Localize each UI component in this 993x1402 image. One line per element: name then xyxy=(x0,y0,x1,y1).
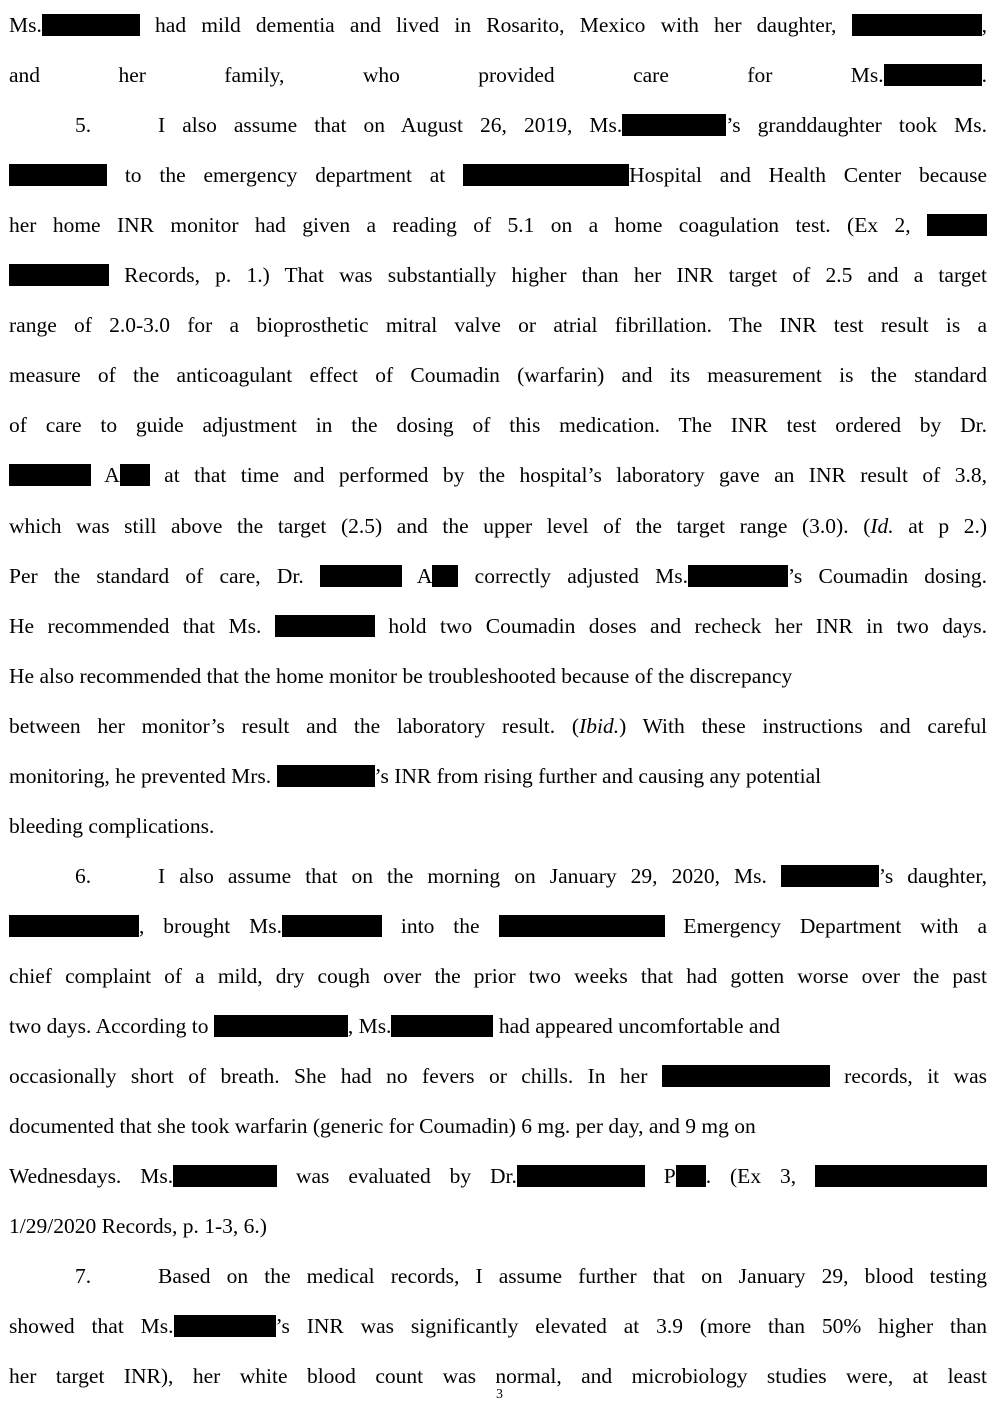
text-line xyxy=(9,763,987,789)
text-line xyxy=(9,12,987,38)
text-run: ’s Coumadin dosing. xyxy=(787,564,987,588)
text-run: measure of the anticoagulant effect of Coumadin (warfarin) and its measurement is the standard xyxy=(9,363,987,387)
text-line xyxy=(9,963,987,989)
text-run: her home INR monitor had given a reading of 5.1 on a home coagulation test. (Ex 2, xyxy=(9,213,927,237)
text-run: documented that she took warfarin (generic for Coumadin) 6 mg. per day, and 9 mg on xyxy=(9,1114,756,1138)
text-run: , brought Ms. xyxy=(139,914,282,938)
page-number: 3 xyxy=(496,1387,503,1402)
text-run: A xyxy=(401,564,433,588)
text-run: , xyxy=(981,13,987,37)
text-line xyxy=(9,1313,987,1339)
text-run: which was still above the target (2.5) and the upper level of the target range (3.0). ( xyxy=(9,514,871,538)
text-line xyxy=(75,1263,987,1289)
text-run: records, it was xyxy=(829,1064,987,1088)
redaction-box xyxy=(9,464,91,486)
text-run: Based on the medical records, I assume further that on January 29, blood testing xyxy=(158,1264,987,1288)
paragraph-number: 7. xyxy=(75,1264,92,1288)
text-run: chief complaint of a mild, dry cough over the prior two weeks that had gotten worse over the past xyxy=(9,964,987,988)
redaction-box xyxy=(676,1165,706,1187)
redaction-box xyxy=(622,114,726,136)
text-run: 1/29/2020 Records, p. 1-3, 6.) xyxy=(9,1214,267,1238)
redaction-box xyxy=(275,615,375,637)
redaction-box xyxy=(884,64,982,86)
text-run: had appeared uncomfortable and xyxy=(493,1014,780,1038)
text-line xyxy=(9,1013,987,1039)
text-run: Wednesdays. Ms. xyxy=(9,1164,174,1188)
text-run: He recommended that Ms. xyxy=(9,614,275,638)
text-line xyxy=(9,62,987,88)
text-line xyxy=(9,212,987,238)
redaction-box xyxy=(781,865,879,887)
redaction-box xyxy=(463,164,629,186)
redaction-box xyxy=(391,1015,493,1037)
text-run: between her monitor’s result and the laboratory result. ( xyxy=(9,714,580,738)
text-line xyxy=(9,713,987,739)
text-line xyxy=(9,462,987,488)
text-run: hold two Coumadin doses and recheck her INR in two days. xyxy=(374,614,987,638)
text-run: P xyxy=(644,1164,676,1188)
text-line xyxy=(9,412,987,438)
text-run: her target INR), her white blood count was normal, and microbiology studies were, at least xyxy=(9,1364,987,1388)
text-run: Records, p. 1.) That was substantially higher than her INR target of 2.5 and a target xyxy=(109,263,987,287)
text-line xyxy=(9,312,987,338)
text-run: . (Ex 3, xyxy=(705,1164,816,1188)
redaction-box xyxy=(120,464,150,486)
text-run: showed that Ms. xyxy=(9,1314,174,1338)
paragraph-number: 6. xyxy=(75,864,92,888)
redaction-box xyxy=(9,915,139,937)
text-line xyxy=(9,1063,987,1089)
text-run: had mild dementia and lived in Rosarito, Mexico with her daughter, xyxy=(139,13,852,37)
text-run: Hospital and Health Center because xyxy=(629,163,987,187)
text-run: ’s INR from rising further and causing any potential xyxy=(374,764,822,788)
text-run: to the emergency department at xyxy=(107,163,464,187)
redaction-box xyxy=(499,915,665,937)
text-line xyxy=(9,262,987,288)
text-run: bleeding complications. xyxy=(9,814,215,838)
redaction-box xyxy=(662,1065,830,1087)
text-run: A xyxy=(91,463,120,487)
text-run: range of 2.0-3.0 for a bioprosthetic mitral valve or atrial fibrillation. The INR test result is a xyxy=(9,313,987,337)
redaction-box xyxy=(9,264,109,286)
text-run: into the xyxy=(381,914,499,938)
text-line xyxy=(9,913,987,939)
redaction-box xyxy=(214,1015,348,1037)
redaction-box xyxy=(9,164,107,186)
redaction-box xyxy=(815,1165,987,1187)
text-line xyxy=(75,112,988,138)
text-run: Per the standard of care, Dr. xyxy=(9,564,320,588)
citation-italic: Id. xyxy=(870,514,894,538)
redaction-box xyxy=(277,765,375,787)
text-run: ’s granddaughter took Ms. xyxy=(726,113,988,137)
text-line xyxy=(9,563,987,589)
redaction-box xyxy=(320,565,402,587)
citation-italic: Ibid. xyxy=(579,714,620,738)
redaction-box xyxy=(517,1165,645,1187)
redaction-box xyxy=(688,565,788,587)
redaction-box xyxy=(42,14,140,36)
text-line xyxy=(9,813,987,839)
text-run: correctly adjusted Ms. xyxy=(458,564,688,588)
redaction-box xyxy=(282,915,382,937)
redaction-box xyxy=(852,14,982,36)
text-line xyxy=(9,162,987,188)
text-run: of care to guide adjustment in the dosing of this medication. The INR test ordered by Dr. xyxy=(9,413,987,437)
text-line xyxy=(9,663,987,689)
redaction-box xyxy=(432,565,458,587)
text-run: , Ms. xyxy=(347,1014,392,1038)
text-run: ’s INR was significantly elevated at 3.9 (more than 50% higher than xyxy=(275,1314,987,1338)
text-line xyxy=(9,513,987,539)
redaction-box xyxy=(927,214,987,236)
text-run: at that time and performed by the hospital’s laboratory gave an INR result of 3.8, xyxy=(149,463,987,487)
text-run: ) With these instructions and careful xyxy=(619,714,987,738)
paragraph-number: 5. xyxy=(75,113,92,137)
text-run: occasionally short of breath. She had no fevers or chills. In her xyxy=(9,1064,662,1088)
text-line xyxy=(9,613,987,639)
text-run: Emergency Department with a xyxy=(664,914,987,938)
text-run: two days. According to xyxy=(9,1014,214,1038)
text-run: I also assume that on the morning on January 29, 2020, Ms. xyxy=(158,864,781,888)
text-run: ’s daughter, xyxy=(878,864,988,888)
text-run: and her family, who provided care for Ms. xyxy=(9,63,884,87)
text-run: was evaluated by Dr. xyxy=(277,1164,517,1188)
text-line xyxy=(9,1363,987,1389)
text-run: monitoring, he prevented Mrs. xyxy=(9,764,277,788)
text-run: He also recommended that the home monitor be troubleshooted because of the discrepancy xyxy=(9,664,793,688)
text-run: I also assume that on August 26, 2019, Ms. xyxy=(158,113,623,137)
text-line xyxy=(9,1113,987,1139)
text-run: Ms. xyxy=(9,13,42,37)
text-run: at p 2.) xyxy=(893,514,987,538)
redaction-box xyxy=(174,1315,276,1337)
text-line xyxy=(75,863,988,889)
text-line xyxy=(9,1213,987,1239)
redaction-box xyxy=(173,1165,277,1187)
text-line xyxy=(9,1163,987,1189)
text-run: . xyxy=(981,63,987,87)
text-line xyxy=(9,362,987,388)
